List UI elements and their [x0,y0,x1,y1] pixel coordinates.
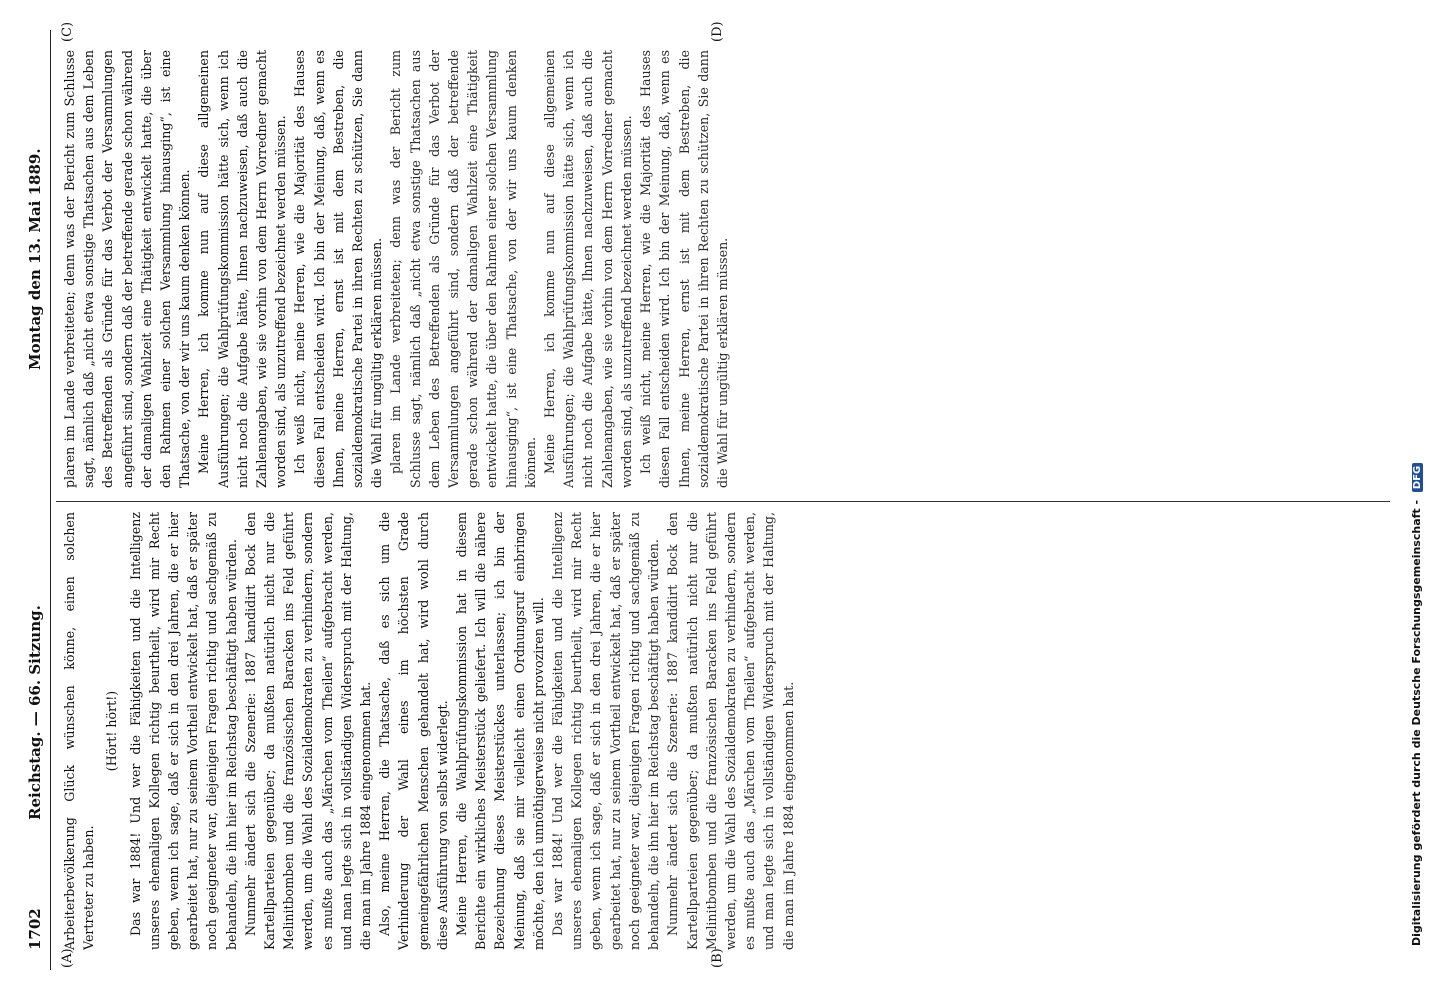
header-left-title: Reichstag. — 66. Sitzung. [26,605,44,820]
dfg-logo: DFG [1412,463,1423,492]
left-column [60,512,1390,950]
column-divider [56,501,1390,502]
page [20,0,960,970]
margin-letter-a: (A) [60,948,75,968]
left-paragraph-4: Meine Herren, die Wahlprüfungskommission hat in diesem Berichte ein wirkliches Meisterstück geliefert. Ich will die nähere Bezeichnung dieses Meisterstückes unterlassen; ich bin der Meinung, daß sie mir vielleicht einen Ordnungsruf einbringen möchte, den ich unnöthigerweise nicht provoziren will. [454,512,546,950]
running-header [26,30,50,970]
right-column [60,50,1390,488]
left-paragraph-1: Das war 1884! Und wer die Fähigkeiten und die Intelligenz unseres ehemaligen Kollegen richtig beurtheilt, wird mir Recht geben, wenn ich sage, daß er sich in den drei Jahren, die er hier gearbeitet hat, nur zu seinem Vortheil entwickelt hat, daß er später noch geeigneter war, diejenigen Fragen richtig und sachgemäß zu behandeln, die ihn hier im Reichstag beschäftigt haben würden. [127,512,239,950]
interjection: (Hört! hört!) [104,690,120,772]
right-paragraph-2: Meine Herren, ich komme nun auf diese allgemeinen Ausführungen; die Wahlprüfungskommission hätte sich, wenn ich nicht noch die Aufgabe hätte, Ihnen nachzuweisen, daß auch die Zahlenangaben, wie sie vorhin von dem Herrn Vorredner gemacht worden sind, als unzutreffend bezeichnet werden müssen. [196,50,289,488]
page-number: 1702 [26,908,44,950]
right-paragraph-1-repeat: plaren im Lande verbreiteten; denn was der Bericht zum Schlusse sagt, nämlich daß „nicht etwa sonstige Thatsachen aus dem Leben des Betreffenden als Gründe für das Verbot der Versammlungen angeführt sind, sondern daß der betreffende gerade schon während der damaligen Wahlzeit eine Thätigkeit entwickelt hatte, die über den Rahmen einer solchen Versammlung hinausging“, ist eine Thatsache, von der wir uns kaum denken können. [388,50,538,488]
right-paragraph-1: plaren im Lande verbreiteten; denn was der Bericht zum Schlusse sagt, nämlich daß „nicht etwa sonstige Thatsachen aus dem Leben des Betreffenden als Gründe für das Verbot der Versammlungen angeführt sind, sondern daß der betreffende gerade schon während der damaligen Wahlzeit eine Thätigkeit entwickelt hatte, die über den Rahmen einer solchen Versammlung hinausging“, ist eine Thatsache, von der wir uns kaum denken können. [62,50,193,488]
right-paragraph-2-repeat: Meine Herren, ich komme nun auf diese allgemeinen Ausführungen; die Wahlprüfungskommission hätte sich, wenn ich nicht noch die Aufgabe hätte, Ihnen nachzuweisen, daß auch die Zahlenangaben, wie sie vorhin von dem Herrn Vorredner gemacht worden sind, als unzutreffend bezeichnet werden müssen. [542,50,634,488]
left-paragraph-2-repeat: Nunmehr ändert sich die Szenerie: 1887 kandidirt Bock den Kartellparteien gegenüber; da mußten natürlich nicht nur die Melinitbomben und die französischen Baracken ins Feld geführt werden, um die Wahl des Sozialdemokraten zu verhindern, sondern es mußte auch das „Märchen vom Theilen“ aufgebracht werden, und man legte sich in vollständigen Widerspruch mit der Haltung, die man im Jahre 1884 eingenommen hat. [665,512,796,950]
left-intro: Arbeiterbevölkerung Glück wünschen könne, einen solchen Vertreter zu haben. [62,512,97,950]
header-right-title: Montag den 13. Mai 1889. [26,148,44,370]
left-paragraph-1-repeat: Das war 1884! Und wer die Fähigkeiten und die Intelligenz unseres ehemaligen Kollegen richtig beurtheilt, wird mir Recht geben, wenn ich sage, daß er sich in den drei Jahren, die er hier gearbeitet hat, nur zu seinem Vortheil entwickelt hat, daß er später noch geeigneter war, diejenigen Fragen richtig und sachgemäß zu behandeln, die ihn hier im Reichstag beschäftigt haben würden. [550,512,662,950]
digitization-notice-text: Digitalisierung gefördert durch die Deutsche Forschungsgemeinschaft - [1410,499,1423,946]
digitization-notice [1410,10,1430,950]
right-paragraph-3-repeat: Ich weiß nicht, meine Herren, wie die Majorität des Hauses diesen Fall entscheiden wird. Ich bin der Meinung, daß, wenn es Ihnen, meine Herren, ernst ist mit dem Bestreben, die sozialdemokratische Partei in ihren Rechten zu schützen, Sie dann die Wahl für ungültig erklären müssen. [638,50,730,488]
left-paragraph-2: Nunmehr ändert sich die Szenerie: 1887 kandidirt Bock den Kartellparteien gegenüber; da mußten natürlich nicht nur die Melinitbomben und die französischen Baracken ins Feld geführt werden, um die Wahl des Sozialdemokraten zu verhindern, sondern es mußte auch das „Märchen vom Theilen“ aufgebracht werden, und man legte sich in vollständigen Widerspruch mit der Haltung, die man im Jahre 1884 eingenommen hat. [242,512,374,950]
margin-letter-d: (D) [710,21,725,42]
margin-letter-b: (B) [710,948,725,968]
header-rule [50,30,51,970]
left-paragraph-3: Also, meine Herren, die Thatsache, daß es sich um die Verhinderung der Wahl eines im höchsten Grade gemeingefährlichen Menschen gehandelt hat, wird wohl durch diese Ausführung von selbst widerlegt. [377,512,450,950]
right-paragraph-3: Ich weiß nicht, meine Herren, wie die Majorität des Hauses diesen Fall entscheiden wird. Ich bin der Meinung, daß, wenn es Ihnen, meine Herren, ernst ist mit dem Bestreben, die sozialdemokratische Partei in ihren Rechten zu schützen, Sie dann die Wahl für ungültig erklären müssen. [292,50,385,488]
margin-letter-c: (C) [60,21,75,42]
